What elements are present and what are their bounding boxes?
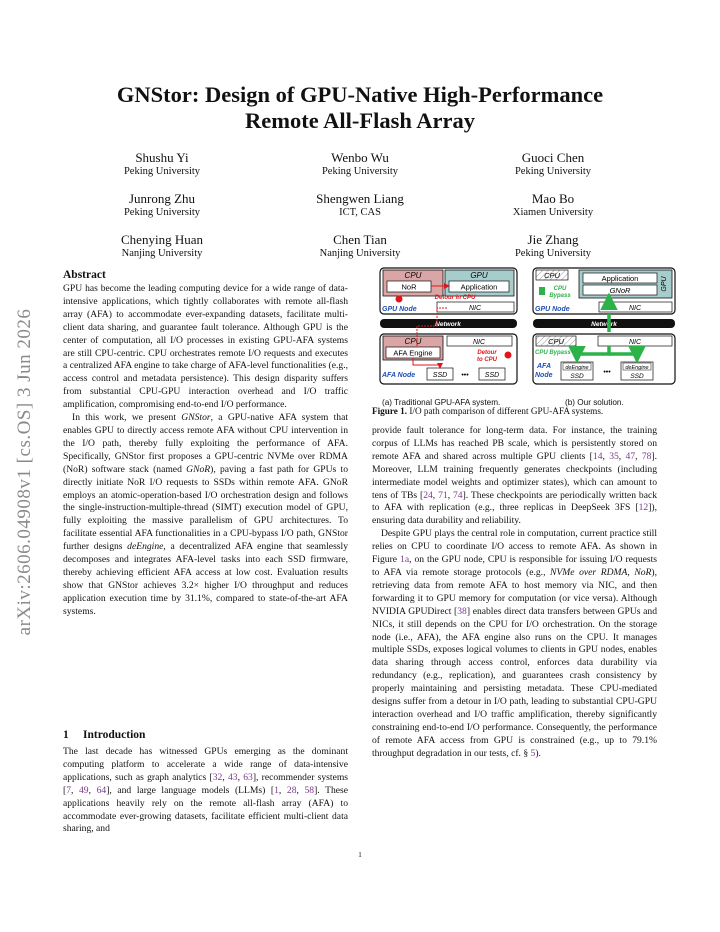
label: CPU <box>404 337 422 346</box>
citation-link[interactable]: 35 <box>609 450 619 462</box>
citation-link[interactable]: 43 <box>227 771 238 783</box>
thumbs-up-icon <box>539 287 545 295</box>
title-line-1: GNStor: Design of GPU-Native High-Performance <box>116 82 604 107</box>
paper-title <box>60 82 660 134</box>
label: AFA Engine <box>393 348 433 358</box>
citation-link[interactable]: 78 <box>641 450 652 462</box>
citation-link[interactable]: 14 <box>592 450 603 462</box>
label: Detour <box>477 350 497 356</box>
figure-1b-caption: (b) Our solution. <box>565 398 624 407</box>
label: Application <box>460 282 498 292</box>
intro-paragraph-2: Despite GPU plays the central role in computation, current practice still relies on CPU to coordinate I/O access to remote AFA. As shown in Figure 1a, on the GPU node, CPU is responsible for issuing I/O requests to AFA via remote storage protocols (e.g., NVMe over RDMA, NoR), retrieving data from remote AFA to host memory via NIC, and then forwarding it to GPU memory for computation (or vice versa). Although NVIDIA GPUDirect [38] enables direct data transfers between GPUs and NICs, it still depends on the CPU for I/O orchestration. On the storage node (i.e., AFA), the AFA engine also runs on the CPU. It manages multiple SSDs, exposes logical volumes to clients in GPU nodes, enables data sharing through access control, enforces data durability via redundancy (e.g., replication), and guarantees crash consistency by properly maintaining and persisting metadata. These CPU-mediated designs suffer from a detour in I/O path, leading to substantial CPU-GPU interaction overhead and I/O traffic amplification, thereby significantly constraining end-to-end I/O performance. Consequently, the performance of remote AFA access from GPU is constrained (e.g., up to 79.1% throughput degradation in our tests, cf. § 5). <box>372 528 657 759</box>
label: CPU <box>544 271 560 280</box>
figure-link[interactable]: 1a <box>400 554 410 566</box>
citation-link[interactable]: 47 <box>625 450 636 462</box>
citation-link[interactable]: 74 <box>453 489 463 501</box>
label: Network <box>435 321 461 328</box>
label: ••• <box>461 372 469 379</box>
label: SSD <box>484 372 500 379</box>
author: Chenying Huan Nanjing University <box>121 232 203 259</box>
title-line-2: Remote All-Flash Array <box>245 108 475 133</box>
author: Wenbo Wu Peking University <box>321 150 399 177</box>
citation-link[interactable]: 24 <box>423 489 433 501</box>
afa-node-label: AFA Node <box>382 372 416 379</box>
abstract-paragraph-2: In this work, we present GNStor, a GPU-native AFA system that enables GPU to directly access remote AFA without CPU intervention in the I/O path, thereby fully exploiting the performance of AFA. Specifically, GNStor first proposes a GPU-centric NVMe over RDMA (NoR) software stack (named GNoR), paving a fast path for GPUs to directly initiate NoR I/O requests to SSDs within remote AFA. GNoR employs an atomic-operation-based I/O orchestration design and follows the single-instruction-multiple-thread (SIMT) execution model of GPU, fully exploiting the massive parallelism of GPU architectures. To facilitate essential AFA functionalities in a CPU-bypass I/O path, GNStor further designs deEngine, a decentralized AFA engine that seamlessly decomposes and integrates AFA-level tasks into each SSD firmware, thereby achieving efficient AFA access at low cost. Evaluation results show that GNStor achieves 3.2× higher I/O throughput and reduces application execution time by 31.1%, compared to state-of-the-art AFA systems. <box>63 412 348 617</box>
label: GPU <box>470 271 488 280</box>
label: SSD <box>432 372 448 379</box>
author: Jie Zhang Peking University <box>514 232 592 259</box>
label: Bypass <box>549 293 571 299</box>
label: GNoR <box>609 286 631 295</box>
label: deEngine <box>625 365 649 371</box>
label: ••• <box>603 369 611 376</box>
citation-link[interactable]: 71 <box>438 489 448 501</box>
citation-link[interactable]: 12 <box>638 502 649 514</box>
label: NIC <box>628 339 642 346</box>
gpu-node-label: GPU Node <box>535 306 570 313</box>
citation-link[interactable]: 63 <box>243 771 253 783</box>
citation-link[interactable]: 1 <box>274 784 279 796</box>
author: Junrong Zhu Peking University <box>123 191 201 218</box>
intro-continued <box>372 425 657 761</box>
label: CPU <box>404 271 422 280</box>
label: NIC <box>628 305 642 312</box>
introduction-section <box>63 728 348 836</box>
intro-paragraph-cont: provide fault tolerance for long-term data. For instance, the training corpus of LLMs has reached PB scale, which is persistently stored on remote AFA and shared across multiple GPU clients [14, 35, 47, 78]. Moreover, LLM training frequently generates checkpoints (including intermediate model weights and optimizer states), which can amount to tens of TBs [24, 71, 74]. These checkpoints are periodically written back to AFA with replication (e.g., three replicas in DeepSeek 3FS [12]), ensuring data durability and reliability. <box>372 425 658 527</box>
citation-link[interactable]: 49 <box>79 784 89 796</box>
label: CPU <box>553 286 567 292</box>
label: Node <box>535 372 553 379</box>
label: deEngine <box>565 365 589 371</box>
abstract-section <box>63 268 348 619</box>
detour-label: Detour in CPU <box>434 295 476 301</box>
label: NIC <box>468 305 482 312</box>
citation-link[interactable]: 64 <box>96 784 107 796</box>
label: CPU <box>548 337 564 346</box>
label: AFA <box>537 363 551 370</box>
author: Mao Bo Xiamen University <box>512 191 594 218</box>
author: Shengwen Liang ICT, CAS <box>316 191 404 218</box>
label: SSD <box>630 373 644 380</box>
label: GPU <box>661 276 668 292</box>
citation-link[interactable]: 7 <box>66 784 71 796</box>
arxiv-id: arXiv:2606.04908v1 [cs.OS] 3 Jun 2026 <box>14 308 35 636</box>
gpu-node-label: GPU Node <box>382 306 417 313</box>
abstract-heading: Abstract <box>63 269 106 281</box>
author: Chen Tian Nanjing University <box>319 232 401 259</box>
figure-1-caption: Figure 1. I/O path comparison of different GPU-AFA systems. <box>372 406 604 416</box>
author: Shushu Yi Peking University <box>123 150 201 177</box>
label: CPU Bypass <box>535 350 571 356</box>
author: Guoci Chen Peking University <box>514 150 592 177</box>
introduction-paragraph: The last decade has witnessed GPUs emerging as the dominant computing platform to accelerate a wide range of data-intensive applications, such as graph analytics [32, 43, 63], recommender systems [7, 49, 64], and large language models (LLMs) [1, 28, 58]. These applications heavily rely on the remote all-flash array (AFA) to accommodate ever-growing datasets, facilitate efficient multi-client data sharing, and <box>63 746 349 835</box>
abstract-paragraph-1: GPU has become the leading computing device for a wide range of data-intensive applications, which tightly collaborates with remote all-flash array (AFA) to accommodate ever-expanding datasets, facilitate multi-client data sharing, and guarantee fault tolerance. Although GPU is the center of computation, all I/O processes in existing GPU-AFA systems are still CPU-centric. CPU orchestrates remote I/O requests and executes a centralized AFA engine to take charge of AFA-level functionalities (e.g., access control and metadata persistence). This design disparity suffers from substantial CPU-GPU interaction overhead and I/O traffic amplification, compromising end-to-end I/O performance. <box>63 283 348 411</box>
citation-link[interactable]: 28 <box>286 784 297 796</box>
label: NIC <box>472 339 486 346</box>
label: Application <box>601 274 639 283</box>
label: SSD <box>570 373 584 380</box>
page-number: 1 <box>358 850 362 859</box>
arxiv-sidebar <box>8 262 42 682</box>
label: Network <box>591 321 617 328</box>
detour-icon <box>396 296 403 303</box>
citation-link[interactable]: 58 <box>304 784 315 796</box>
label: to CPU <box>477 357 497 363</box>
figure-1a-caption: (a) Traditional GPU-AFA system. <box>382 398 501 407</box>
section-link[interactable]: 5 <box>530 747 536 759</box>
figure-1-diagram <box>377 266 691 398</box>
introduction-heading: 1 Introduction <box>63 729 146 741</box>
detour-icon <box>505 352 512 359</box>
citation-link[interactable]: 32 <box>212 771 223 783</box>
citation-link[interactable]: 38 <box>457 605 467 617</box>
label: NoR <box>401 282 417 292</box>
